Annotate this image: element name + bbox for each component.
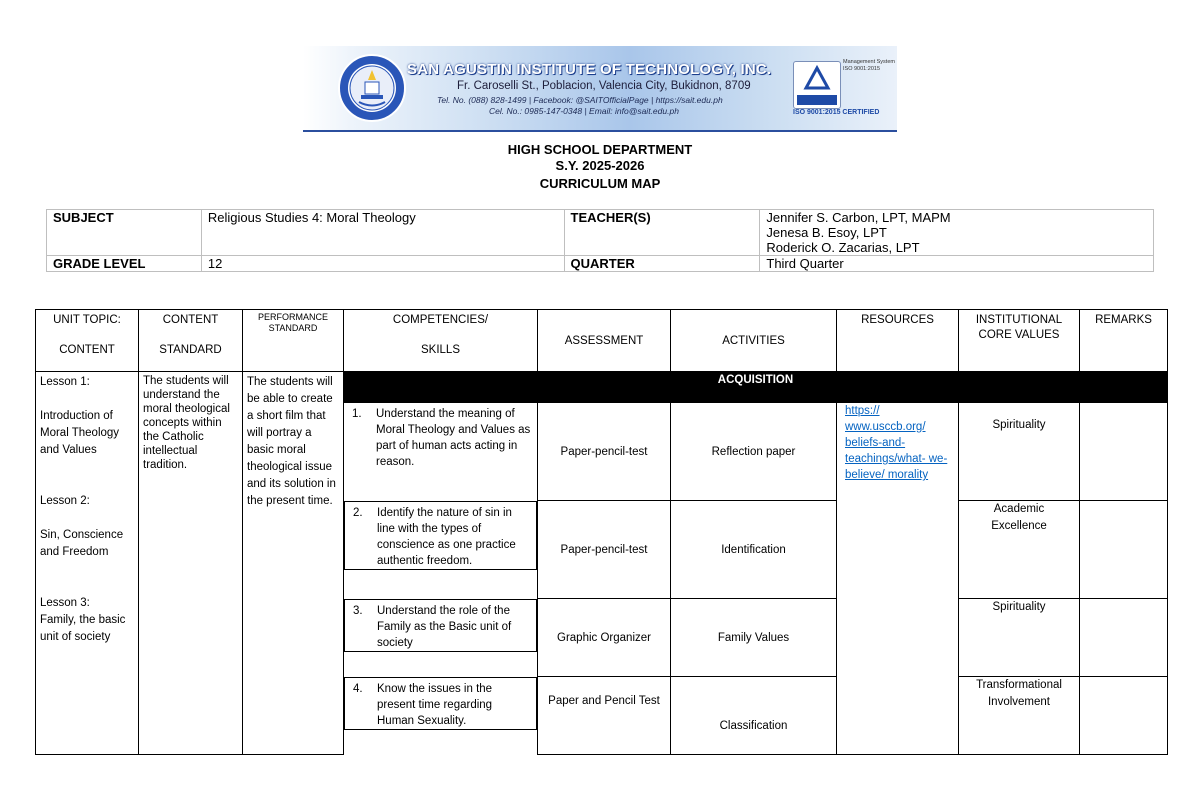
header-core-values: INSTITUTIONAL CORE VALUES	[959, 310, 1080, 372]
remarks-3	[1080, 599, 1168, 677]
core-value-1: Spirituality	[959, 403, 1080, 501]
core-value-2: Academic Excellence	[959, 501, 1080, 599]
acquisition-row: ACQUISITION	[344, 372, 1168, 403]
lessons-cell	[36, 372, 139, 755]
lesson-label: Lesson 2:	[40, 495, 90, 507]
resources-cell	[837, 403, 959, 755]
school-year: S.Y. 2025-2026	[555, 158, 645, 173]
assessment-2: Paper-pencil-test	[538, 501, 671, 599]
lesson-title: Introduction of Moral Theology and Values	[40, 410, 120, 456]
activity-2: Identification	[671, 501, 837, 599]
assessment-3: Graphic Organizer	[538, 599, 671, 677]
competency-2: 2. Identify the nature of sin in line with the types of conscience as one practice authentic freedom.	[344, 501, 537, 570]
activity-4: Classification	[671, 677, 837, 755]
header-unit-topic: UNIT TOPIC: CONTENT	[36, 310, 139, 372]
header-content-standard: CONTENT STANDARD	[139, 310, 243, 372]
teacher-list	[760, 210, 1154, 256]
core-value-3: Spirituality	[959, 599, 1080, 677]
teacher-name: Jenesa B. Esoy, LPT	[766, 225, 887, 240]
curriculum-map-table	[35, 309, 1168, 755]
lesson-title: Sin, Conscience and Freedom	[40, 529, 124, 558]
remarks-4	[1080, 677, 1168, 755]
performance-standard-cell: The students will be able to create a short film that will portray a basic moral theological issue and its solution in the present time.	[243, 372, 344, 755]
header-assessment: ASSESSMENT	[538, 310, 671, 372]
header-resources: RESOURCES	[837, 310, 959, 372]
competency-3: 3. Understand the role of the Family as the Basic unit of society	[344, 599, 537, 652]
certification-text: Management System ISO 9001:2015	[843, 59, 895, 72]
resource-link[interactable]: https:// www.usccb.org/ beliefs-and- teachings/what- we-believe/ morality	[845, 405, 948, 481]
remarks-1	[1080, 403, 1168, 501]
lesson-label: Lesson 1:	[40, 376, 90, 388]
competency-4: 4. Know the issues in the present time regarding Human Sexuality.	[344, 677, 537, 730]
header-remarks: REMARKS	[1080, 310, 1168, 372]
document-title: CURRICULUM MAP	[539, 176, 661, 191]
quarter-value: Third Quarter	[760, 256, 1154, 272]
remarks-2	[1080, 501, 1168, 599]
teacher-label: TEACHER(S)	[564, 210, 760, 256]
header-competencies: COMPETENCIES/ SKILLS	[344, 310, 538, 372]
header-activities: ACTIVITIES	[671, 310, 837, 372]
subject-label: SUBJECT	[47, 210, 202, 256]
assessment-4: Paper and Pencil Test	[538, 677, 671, 755]
assessment-1: Paper-pencil-test	[538, 403, 671, 501]
grade-level-label: GRADE LEVEL	[47, 256, 202, 272]
school-address: Fr. Caroselli St., Poblacion, Valencia City, Bukidnon, 8709	[457, 80, 751, 92]
school-name: SAN AGUSTIN INSTITUTE OF TECHNOLOGY, INC.	[407, 61, 772, 78]
school-contact-line1: Tel. No. (088) 828-1499 | Facebook: @SAITOfficialPage | https://sait.edu.ph	[437, 95, 723, 105]
school-contact-line2: Cel. No.: 0985-147-0348 | Email: info@sait.edu.ph	[489, 106, 679, 116]
subject-value: Religious Studies 4: Moral Theology	[201, 210, 564, 256]
certification-label: ISO 9001:2015 CERTIFIED	[793, 109, 880, 116]
subject-info-table	[46, 209, 1154, 272]
tuv-triangle-icon	[794, 62, 840, 108]
core-value-4: Transformational Involvement	[959, 677, 1080, 755]
teacher-name: Roderick O. Zacarias, LPT	[766, 240, 920, 255]
teacher-name: Jennifer S. Carbon, LPT, MAPM	[766, 210, 951, 225]
header-performance-standard: PERFORMANCE STANDARD	[243, 310, 344, 372]
quarter-label: QUARTER	[564, 256, 760, 272]
activity-3: Family Values	[671, 599, 837, 677]
tuv-certification-logo	[793, 61, 841, 109]
competency-1: 1. Understand the meaning of Moral Theology and Values as part of human acts acting in reason.	[352, 408, 531, 468]
department-title: HIGH SCHOOL DEPARTMENT	[507, 142, 693, 157]
content-standard-cell: The students will understand the moral theological concepts within the Catholic intellectual tradition.	[139, 372, 243, 755]
school-seal-logo	[337, 53, 407, 123]
school-banner	[303, 46, 897, 132]
grade-level-value: 12	[201, 256, 564, 272]
lesson-title: Family, the basic unit of society	[40, 614, 126, 643]
activity-1: Reflection paper	[671, 403, 837, 501]
lesson-label: Lesson 3:	[40, 597, 90, 609]
